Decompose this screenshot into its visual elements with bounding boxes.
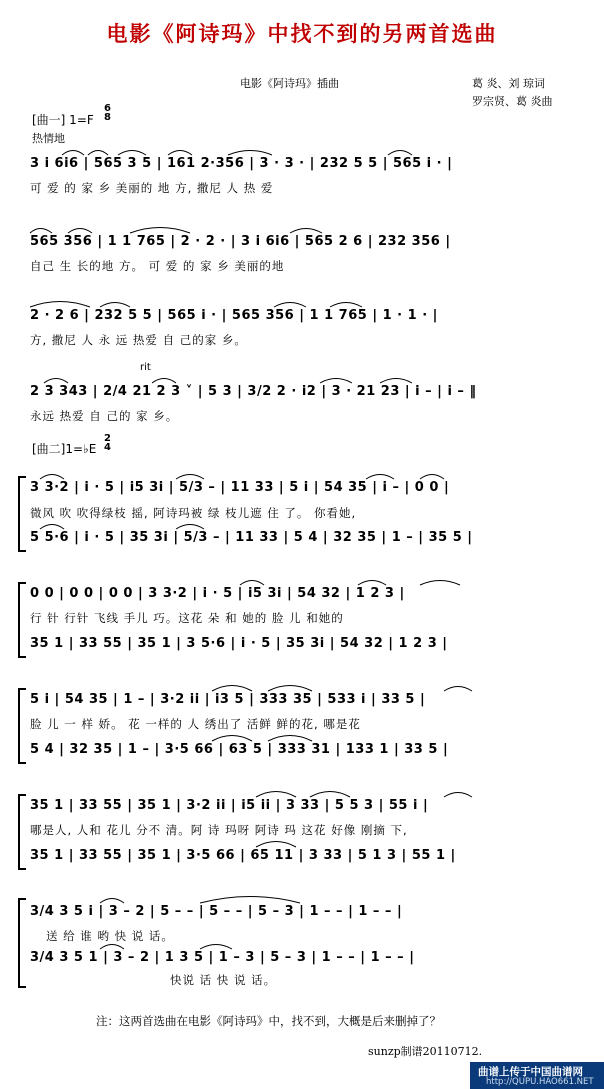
song1-row3-lyrics: 方, 撒尼 人 永 远 热爱 自 己的家 乡。: [30, 333, 247, 347]
time-denominator: 4: [104, 442, 111, 453]
song2-sys3-bottom: 5 4 | 32 35 | 1 – | 3·5 66 | 63 5 | 333 31 | 133 1 | 33 5 |: [30, 742, 449, 757]
time-numerator: 6: [104, 103, 111, 114]
composer-credit: 罗宗贤、葛 炎曲: [472, 95, 553, 108]
song2-sys5-bottom: 3/4 3 5 1 | 3 – 2 | 1 3 5 | 1 – 3 | 5 – 3 | 1 – – | 1 – – |: [30, 950, 415, 965]
song1-row3-notes: 2 · 2 6 | 232 5 5 | 565 i · | 565 356 | 1 1 765 | 1 · 1 · |: [30, 308, 438, 323]
song2-sys1-top: 3 3·2 | i · 5 | i5 3i | 5/3 – | 11 33 | 5 i | 54 35 | i – | 0 0 |: [30, 480, 450, 495]
song2-sys2-top: 0 0 | 0 0 | 0 0 | 3 3·2 | i · 5 | i5 3i | 54 32 | 1 2 3 |: [30, 586, 405, 601]
transcriber-credit: sunzp制谱20110712.: [368, 1045, 483, 1058]
watermark-line1: 曲谱上传于中国曲谱网: [478, 1066, 583, 1078]
song2-sys4-bottom: 35 1 | 33 55 | 35 1 | 3·5 66 | 65 11 | 3 33 | 5 1 3 | 55 1 |: [30, 848, 456, 863]
footnote: 注：这两首选曲在电影《阿诗玛》中，找不到，大概是后来删掉了？: [96, 1014, 441, 1028]
song-subtitle: 电影《阿诗玛》插曲: [240, 77, 339, 90]
song2-key: [曲二]1=♭E: [32, 442, 97, 456]
song1-row2-notes: 565 356 | 1 1 765 | 2 · 2 · | 3 i 6i6 | 565 2 6 | 232 356 |: [30, 234, 451, 249]
song2-sys5-lyrics: 送 给 谁 哟 快 说 话。: [46, 929, 174, 943]
song1-row4-notes: 2 3 343 | 2/4 21 2 3 ˅ | 5 3 | 3/2 2 · i2 | 3 · 21 23 | i – | i – ‖: [30, 384, 477, 399]
song2-sys5-bottom-lyrics: 快说 话 快 说 话。: [170, 973, 277, 987]
lyricist-credit: 葛 炎、刘 琼词: [472, 77, 545, 90]
song2-sys2-bottom: 35 1 | 33 55 | 35 1 | 3 5·6 | i · 5 | 35 3i | 54 32 | 1 2 3 |: [30, 636, 448, 651]
song2-sys1-bottom: 5 5·6 | i · 5 | 35 3i | 5/3 – | 11 33 | 5 4 | 32 35 | 1 – | 35 5 |: [30, 530, 473, 545]
time-denominator: 8: [104, 112, 111, 123]
watermark-url: http://QUPU.HAO661.NET: [486, 1077, 594, 1087]
song2-sys5-top: 3/4 3 5 i | 3 – 2 | 5 – – | 5 – – | 5 – 3 | 1 – – | 1 – – |: [30, 904, 403, 919]
song2-sys4-lyrics: 哪是人, 人和 花儿 分不 清。阿 诗 玛呀 阿诗 玛 这花 好像 刚摘 下,: [30, 823, 408, 837]
site-watermark: [470, 1062, 604, 1089]
song2-sys2-lyrics: 行 针 行针 飞线 手儿 巧。这花 朵 和 她的 脸 儿 和她的: [30, 611, 344, 625]
time-numerator: 2: [104, 433, 111, 444]
song1-row2-lyrics: 自己 生 长的地 方。 可 爱 的 家 乡 美丽的地: [30, 259, 285, 273]
song1-tempo: 热情地: [32, 132, 65, 145]
song1-row1-notes: 3 i 6i6 | 565 3 5 | 161 2·356 | 3 · 3 · | 232 5 5 | 565 i · |: [30, 156, 453, 171]
song2-sys3-top: 5 i | 54 35 | 1 – | 3·2 ii | i3 5 | 333 35 | 533 i | 33 5 |: [30, 692, 426, 707]
song2-sys1-lyrics: 微风 吹 吹得绿枝 摇, 阿诗玛被 绿 枝儿遮 住 了。 你看她,: [30, 506, 357, 520]
song1-row1-lyrics: 可 爱 的 家 乡 美丽的 地 方, 撒尼 人 热 爱: [30, 181, 274, 195]
song1-row4-lyrics: 永远 热爱 自 己的 家 乡。: [30, 409, 179, 423]
page-title: 电影《阿诗玛》中找不到的另两首选曲: [106, 21, 498, 46]
song1-key: [曲一] 1=F: [32, 113, 94, 127]
song2-sys4-top: 35 1 | 33 55 | 35 1 | 3·2 ii | i5 ii | 3 33 | 5 5 3 | 55 i |: [30, 798, 429, 813]
rit-marking: rit: [140, 362, 151, 373]
song2-sys3-lyrics: 脸 儿 一 样 娇。 花 一样的 人 绣出了 活鲜 鲜的花, 哪是花: [30, 717, 361, 731]
